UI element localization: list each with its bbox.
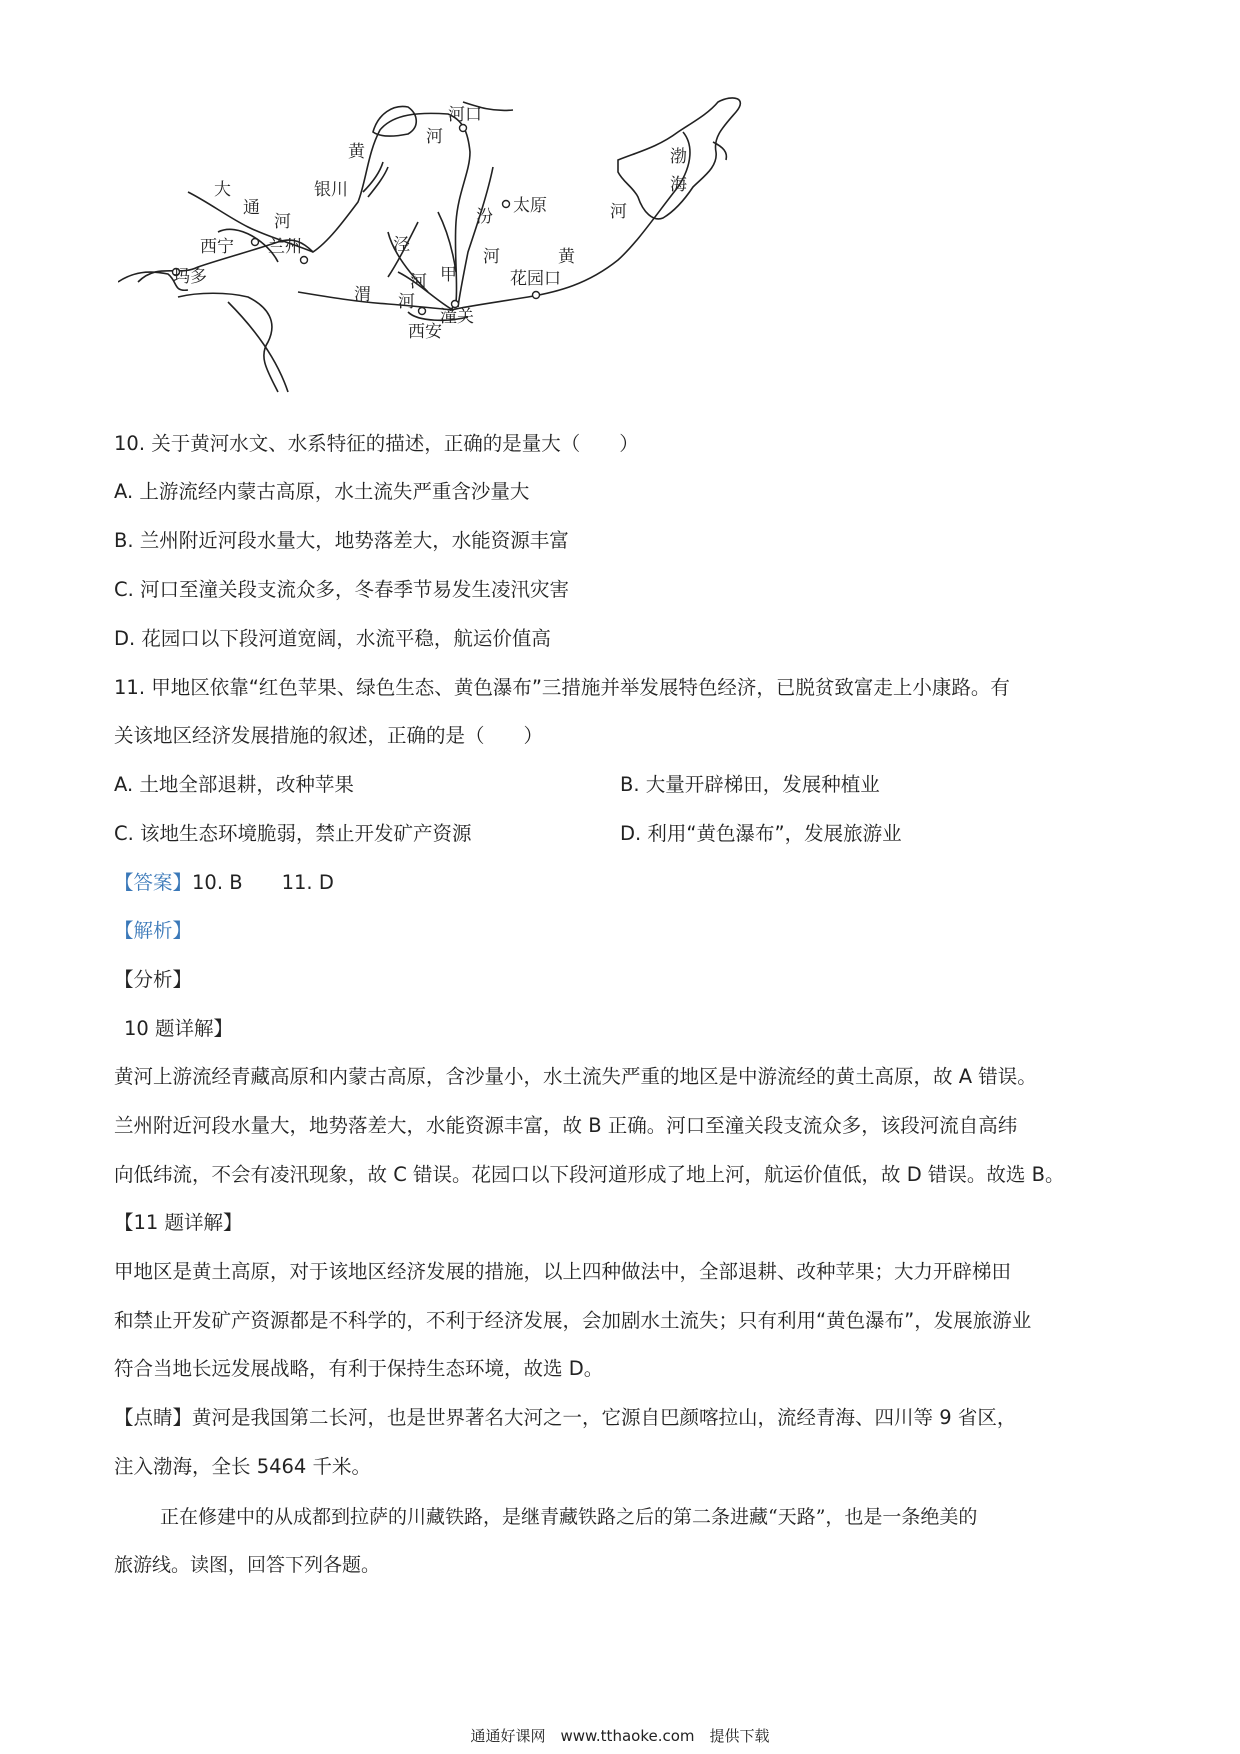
label-huang1: 黄 — [348, 142, 365, 162]
q10-stem: 10. 关于黄河水文、水系特征的描述，正确的是量大（ ） — [114, 432, 639, 455]
q10-option-b: B. 兰州附近河段水量大，地势落差大，水能资源丰富 — [114, 529, 569, 552]
label-maduo: 玛多 — [173, 267, 207, 287]
label-wei: 渭 — [354, 285, 371, 305]
label-tongguan: 潼关 — [440, 307, 474, 327]
label-lanzhou: 兰州 — [268, 237, 302, 257]
label-xian: 西安 — [408, 322, 442, 342]
q11-option-c: C. 该地生态环境脆弱，禁止开发矿产资源 — [114, 822, 472, 845]
detail11-line2: 和禁止开发矿产资源都是不科学的，不利于经济发展，会加剧水土流失；只有利用“黄色瀑布”，发展旅游业 — [114, 1309, 1032, 1332]
label-hekou: 河口 — [448, 105, 482, 125]
label-da: 大 — [214, 180, 231, 200]
q10-option-d: D. 花园口以下段河道宽阔，水流平稳，航运价值高 — [114, 627, 551, 650]
dianjing-label: 【点睛】 — [114, 1406, 193, 1429]
next-intro-line1: 正在修建中的从成都到拉萨的川藏铁路，是继青藏铁路之后的第二条进藏“天路”，也是一条绝美的 — [160, 1506, 978, 1528]
label-fen: 汾 — [476, 207, 493, 227]
dianjing-line1 — [114, 1404, 1016, 1432]
label-he5: 河 — [398, 292, 415, 312]
detail10-title: 10 题详解】 — [124, 1017, 234, 1040]
label-he6: 河 — [610, 202, 627, 222]
detail10-line2: 兰州附近河段水量大，地势落差大，水能资源丰富，故 B 正确。河口至潼关段支流众多，该段河流自高纬 — [114, 1114, 1018, 1137]
label-he4: 河 — [410, 272, 427, 292]
label-bohai2: 海 — [670, 175, 687, 195]
q11-option-d: D. 利用“黄色瀑布”，发展旅游业 — [620, 822, 902, 845]
q11-stem-line2: 关该地区经济发展措施的叙述，正确的是（ ） — [114, 724, 544, 747]
label-jia: 甲 — [440, 265, 457, 285]
analysis-label: 【解析】 — [114, 919, 193, 942]
hekou-dot — [460, 125, 467, 132]
label-xining: 西宁 — [200, 237, 234, 257]
detail10-line1: 黄河上游流经青藏高原和内蒙古高原，含沙量小，水土流失严重的地区是中游流经的黄土高原，故 A 错误。 — [114, 1065, 1037, 1088]
label-taiyuan: 太原 — [513, 196, 547, 216]
map-svg — [118, 92, 858, 422]
q10-option-a: A. 上游流经内蒙古高原，水土流失严重含沙量大 — [114, 480, 530, 503]
wei-river — [298, 292, 453, 310]
huayuankou-dot — [533, 292, 540, 299]
label-tong: 通 — [243, 198, 260, 218]
page-footer: 通通好课网 www.tthaoke.com 提供下载 — [470, 1727, 770, 1745]
fenxi-label: 【分析】 — [114, 968, 193, 991]
q11-option-a: A. 土地全部退耕，改种苹果 — [114, 773, 354, 796]
answer-label: 【答案】 — [114, 871, 193, 894]
q10-option-c: C. 河口至潼关段支流众多，冬春季节易发生凌汛灾害 — [114, 578, 570, 601]
answer-line — [114, 869, 334, 897]
xian-dot — [419, 308, 426, 315]
label-jing: 泾 — [393, 235, 410, 255]
taiyuan-dot — [503, 201, 510, 208]
detail11-title: 【11 题详解】 — [114, 1211, 243, 1234]
dianjing-line2: 注入渤海，全长 5464 千米。 — [114, 1455, 372, 1478]
detail11-line1: 甲地区是黄土高原，对于该地区经济发展的措施，以上四种做法中，全部退耕、改种苹果；大力开辟梯田 — [114, 1260, 1012, 1283]
label-he3: 河 — [483, 247, 500, 267]
label-he1: 河 — [426, 127, 443, 147]
dianjing-text1: 黄河是我国第二长河，也是世界著名大河之一，它源自巴颜喀拉山，流经青海、四川等 9 省区， — [192, 1406, 1017, 1429]
q11-option-b: B. 大量开辟梯田，发展种植业 — [620, 773, 880, 796]
label-he2: 河 — [274, 212, 291, 232]
detail11-line3: 符合当地长远发展战略，有利于保持生态环境，故选 D。 — [114, 1357, 604, 1380]
xining-dot — [252, 239, 259, 246]
answer-value: 10. B 11. D — [192, 871, 334, 894]
label-huayuankou: 花园口 — [510, 269, 561, 289]
detail10-line3: 向低纬流，不会有凌汛现象，故 C 错误。花园口以下段河道形成了地上河，航运价值低，故 D 错误。故选 B。 — [114, 1163, 1065, 1186]
label-yinchuan: 银川 — [314, 180, 348, 200]
q11-stem-line1: 11. 甲地区依靠“红色苹果、绿色生态、黄色瀑布”三措施并举发展特色经济，已脱贫致富走上小康路。有 — [114, 676, 1010, 699]
label-bohai1: 渤 — [670, 147, 687, 167]
lanzhou-dot — [301, 257, 308, 264]
yellow-river-map — [118, 92, 858, 422]
label-huang2: 黄 — [558, 247, 575, 267]
next-intro-line2: 旅游线。读图，回答下列各题。 — [114, 1554, 381, 1576]
